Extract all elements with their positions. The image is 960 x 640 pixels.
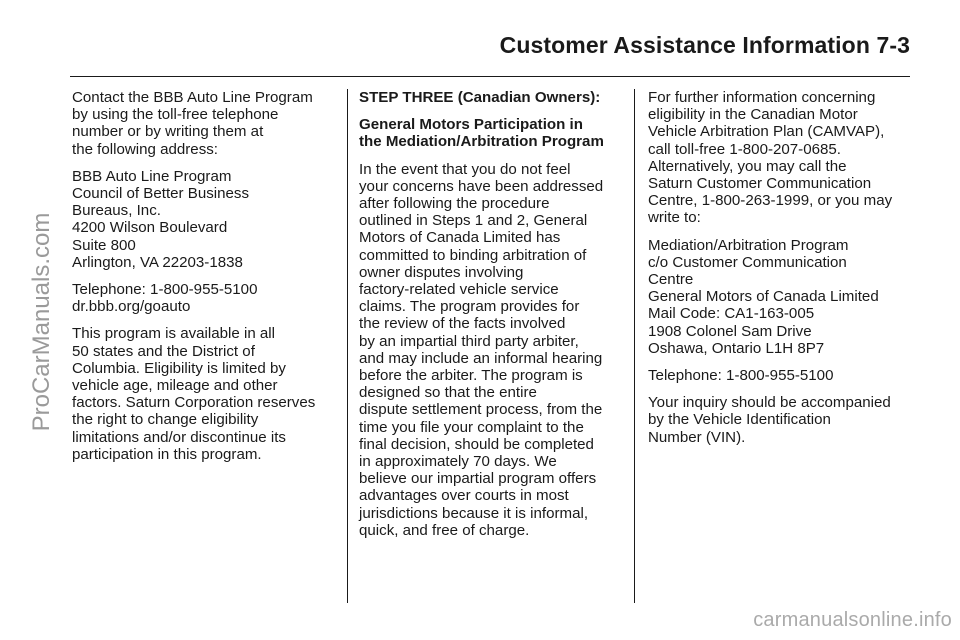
column-right: [648, 89, 916, 456]
side-watermark: ProCarManuals.com: [28, 212, 55, 432]
gm-participation-subheading: General Motors Participation in the Mediation/Arbitration Program: [359, 116, 604, 151]
header-rule: [70, 76, 910, 77]
column-left: [72, 89, 340, 473]
gm-canada-address-block: Mediation/Arbitration Program c/o Customer Communication Centre General Motors of Canada Limited Mail Code: CA1-163-005 1908 Colonel Sam Drive Oshawa, Ontario L1H 8P7: [648, 236, 879, 357]
step-three-heading: STEP THREE (Canadian Owners):: [359, 89, 601, 106]
camvap-info-paragraph: For further information concerning eligibility in the Canadian Motor Vehicle Arbitration Plan (CAMVAP), call toll-free 1-800-207-0685. Alternatively, you may call the Saturn Customer Communication Centre, 1-800-263-1999, or you may write to:: [648, 89, 893, 227]
bottom-watermark: carmanualsonline.info: [753, 609, 952, 631]
vin-note-paragraph: Your inquiry should be accompanied by the Vehicle Identification Number (VIN).: [648, 394, 891, 446]
column-divider-right: [634, 89, 635, 603]
page-header-title: Customer Assistance Information 7-3: [499, 32, 910, 58]
bbb-address-block: BBB Auto Line Program Council of Better Business Bureaus, Inc. 4200 Wilson Boulevard Suite 800 Arlington, VA 22203-1838: [72, 167, 250, 271]
contact-intro-paragraph: Contact the BBB Auto Line Program by using the toll-free telephone number or by writing them at the following address:: [72, 89, 313, 158]
column-middle: [359, 89, 627, 549]
column-divider-left: [347, 89, 348, 603]
bbb-telephone-website: Telephone: 1-800-955-5100 dr.bbb.org/goauto: [72, 281, 258, 316]
gm-canada-telephone: Telephone: 1-800-955-5100: [648, 367, 834, 385]
arbitration-body-paragraph: In the event that you do not feel your concerns have been addressed after following the procedure outlined in Steps 1 and 2, General Motors of Canada Limited has committed to binding arbitration of owner disputes involving factory-related vehicle service claims. The program provides for the review of the facts involved by an impartial third party arbiter, and may include an informal hearing before the arbiter. The program is designed so that the entire dispute settlement process, from the time you file your complaint to the final decision, should be completed in approximately 70 days. We believe our impartial program offers advantages over courts in most jurisdictions because it is informal, quick, and free of charge.: [359, 160, 604, 539]
program-eligibility-paragraph: This program is available in all 50 states and the District of Columbia. Eligibility is limited by vehicle age, mileage and other factors. Saturn Corporation reserves the right to change eligibility limitations and/or discontinue its participation in this program.: [72, 325, 316, 463]
